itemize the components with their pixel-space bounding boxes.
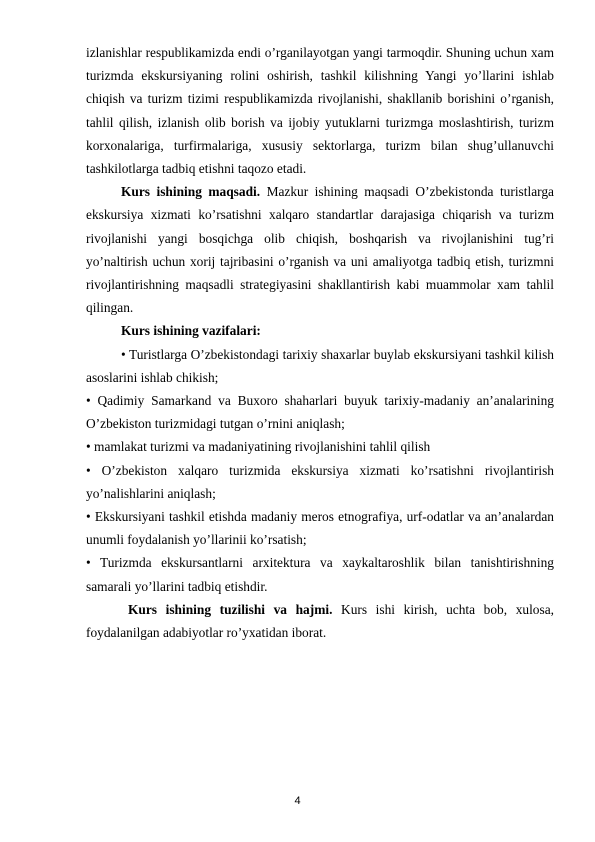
structure-text: Kurs ishi kirish, uchta bob, xulosa, foydalanilgan adabiyotlar ro’yxatidan iborat. [86, 601, 555, 641]
aim-text: Mazkur ishining maqsadi O’zbekistonda turistlarga ekskursiya xizmati ko’rsatishni xalqaro standartlar darajasiga chiqarish va turizm rivojlanishi yangi bosqichga olib chiqish, boshqarish va rivojlanishini tug’ri yo’naltirish uchun xorij tajribasini o’rganish va uni amaliyotga tadbiq etish, turizmni rivojlantirishning maqsadli strategiyasini shakllantirish kabi muammolar xam tahlil qilingan. [86, 184, 555, 316]
structure-paragraph [86, 598, 554, 644]
document-body [86, 41, 554, 644]
tasks-heading: Kurs ishining vazifalari: [121, 323, 261, 339]
aim-heading: Kurs ishining maqsadi. [121, 184, 261, 200]
page-number: 4 [294, 795, 301, 807]
intro-paragraph: izlanishlar respublikamizda endi o’rganilayotgan yangi tarmoqdir. Shuning uchun xam turizmda ekskursiyaning rolini oshirish, tashkil kilishning Yangi yo’llarini ishlab chiqish va turizm tizimi respublikamizda rivojlanishi, shakllanib borishini o’rganish, tahlil qilish, izlanish olib borish va ijobiy yutuklarni turizmga moslashtirish, turizm korxonalariga, turfirmalariga, xususiy sektorlarga, turizm bilan shug’ullanuvchi tashkilotlarga tadbiq etishni taqozo etadi. [86, 45, 554, 177]
task-item: • mamlakat turizmi va madaniyatining rivojlanishini tahlil qilish [86, 439, 431, 455]
aim-paragraph [86, 180, 554, 319]
task-item: • O’zbekiston xalqaro turizmida ekskursiya xizmati ko’rsatishni rivojlantirish yo’nalishlarini aniqlash; [86, 462, 554, 501]
task-item: • Turizmda ekskursantlarni arxitektura va xaykaltaroshlik bilan tanishtirishning samarali yo’llarini tadbiq etishdir. [86, 555, 554, 594]
task-item: • Turistlarga O’zbekistondagi tarixiy shaxarlar buylab ekskursiyani tashkil kilish asoslarini ishlab chikish; [86, 346, 554, 385]
task-item: • Ekskursiyani tashkil etishda madaniy meros etnografiya, urf-odatlar va an’analardan unumli foydalanish yo’llarinii ko’rsatish; [86, 509, 554, 548]
task-item: • Qadimiy Samarkand va Buxoro shaharlari buyuk tarixiy-madaniy an’analarining O’zbekiston turizmidagi tutgan o’rnini aniqlash; [86, 393, 554, 432]
structure-heading: Kurs ishining tuzilishi va hajmi. [128, 601, 333, 617]
